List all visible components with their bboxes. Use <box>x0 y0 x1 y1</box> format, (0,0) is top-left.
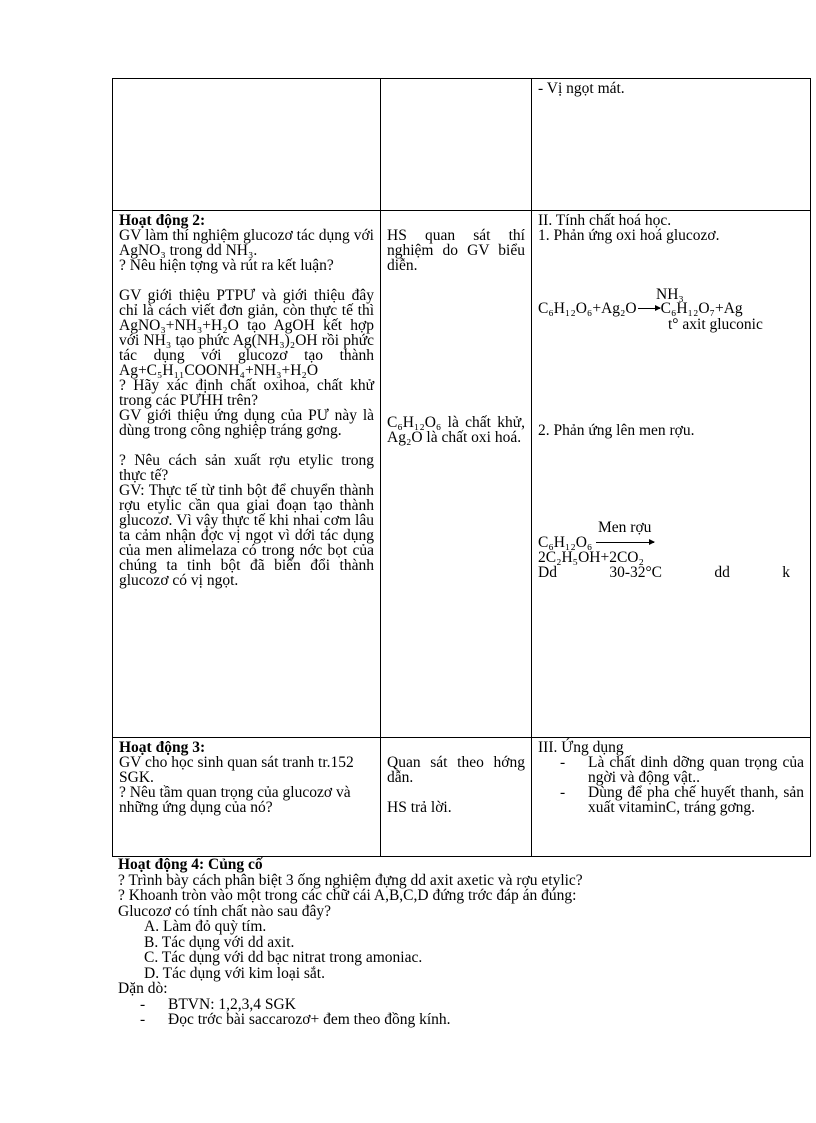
option-b: B. Tác dụng với dd axit. <box>144 933 295 951</box>
act3-hs1: Quan sát theo hớng dẫn. <box>387 754 525 786</box>
act2-p5: GV giới thiệu ứng dụng của PƯ này là dùng trong công nghiệp tráng gơng. <box>119 407 374 439</box>
act2-p2: ? Nêu hiện tợng và rút ra kết luận? <box>119 257 334 274</box>
act3-title: Hoạt động 3: <box>119 739 206 756</box>
oxidation-equation <box>538 287 804 333</box>
act2-col2 <box>381 211 532 738</box>
fermentation-products: 2C₂H₅OH+2CO₂ <box>538 549 644 566</box>
table-row <box>113 79 811 211</box>
act4-title: Hoạt động 4: Củng cố <box>118 856 263 873</box>
option-a: A. Làm đỏ quỳ tím. <box>144 918 267 935</box>
act2-col1 <box>113 211 381 738</box>
fermentation-heading: 2. Phản ứng lên men rợu. <box>538 422 695 439</box>
act4-q2: ? Khoanh tròn vào một trong các chữ cái A,B,C,D đứng trớc đáp án đúng: <box>118 887 577 904</box>
act3-hs2: HS trả lời. <box>387 799 452 816</box>
chemical-properties-heading: II. Tính chất hoá học. <box>538 212 672 229</box>
fermentation-reactant: C₆H₁₂O₆ <box>538 534 593 551</box>
condition-label: t° axit gluconic <box>668 316 763 333</box>
act3-col3 <box>532 738 811 857</box>
act2-title: Hoạt động 2: <box>119 212 206 229</box>
act3-p2: ? Nêu tầm quan trọng của glucozơ và những ứng dụng của nó? <box>119 784 351 816</box>
act2-p3: GV giới thiệu PTPƯ và giới thiệu đây chỉ là cách viết đơn giản, còn thực tế thì AgNO₃+NH₃+H₂O tạo AgOH kết hợp với NH₃ tạo phức Ag(NH₃)₂OH rồi phức tác dụng với glucozơ tạo thành Ag+C₅H₁₁COONH₄+NH₃+H₂O <box>119 287 374 379</box>
option-d: D. Tác dụng với kim loại sắt. <box>144 964 325 982</box>
act3-p1: GV cho học sinh quan sát tranh tr.152 SGK. <box>119 754 354 786</box>
act4-q3: Glucozơ có tính chất nào sau đây? <box>118 902 332 920</box>
reactants: C₆H₁₂O₆+Ag₂O <box>538 300 637 317</box>
cond-k: k <box>782 564 790 581</box>
list-item: - Là chất dinh dỡng quan trọng của ngời và động vật.. <box>560 755 804 785</box>
homework-heading: Dặn dò: <box>118 980 168 997</box>
row1-col3 <box>532 79 811 211</box>
homework-list <box>118 997 816 1028</box>
cond-dd: Dd <box>538 564 557 581</box>
fermentation-conditions <box>538 565 804 580</box>
reagent-label: NH₃ <box>656 286 684 303</box>
cond-temp: 30-32°C <box>609 564 663 581</box>
act2-p1: GV làm thí nghiệm glucozơ tác dụng với AgNO₃ trong dd NH₃. <box>119 227 374 259</box>
reaction-arrow-icon <box>638 308 660 309</box>
products: C₆H₁₂O₇+Ag <box>660 300 743 317</box>
act2-hs1: HS quan sát thí nghiệm do GV biểu diễn. <box>387 227 525 274</box>
applications-heading: III. Ứng dụng <box>538 739 624 756</box>
act3-col2 <box>381 738 532 857</box>
act2-col3 <box>532 211 811 738</box>
option-c: C. Tác dụng với dd bạc nitrat trong amoniac. <box>144 949 423 966</box>
lesson-table <box>112 78 811 857</box>
fermentation-agent: Men rợu <box>598 519 652 536</box>
act4-q1: ? Trình bày cách phân biệt 3 ống nghiệm đựng dd axit axetic và rợu etylic? <box>118 871 583 889</box>
applications-list <box>538 755 804 815</box>
list-item: - Đọc trớc bài saccarozơ+ đem theo đồng kính. <box>140 1012 816 1028</box>
act3-col1 <box>113 738 381 857</box>
act2-p6: ? Nêu cách sản xuất rợu etylic trong thực tế? <box>119 452 374 484</box>
table-row <box>113 211 811 738</box>
act2-p7: GV: Thực tế từ tinh bột để chuyển thành rợu etylic cần qua giai đoạn tạo thành glucozơ. Vì vậy thực tế khi nhai cơm lâu ta cảm nhận đợc vị ngọt vì dới tác dụng của men alimelaza có trong nớc bọt của chúng ta tinh bột đã biến đổi thành glucozơ có vị ngọt. <box>119 482 374 589</box>
cond-dd2: dd <box>714 564 730 581</box>
fermentation-reactant-line <box>538 535 804 550</box>
act2-p4: ? Hãy xác định chất oxihoa, chất khử trong các PƯHH trên? <box>119 377 374 409</box>
row1-col2 <box>381 79 532 211</box>
row1-col1 <box>113 79 381 211</box>
act2-hs2: C₆H₁₂O₆ là chất khử, Ag₂O là chất oxi hoá. <box>387 414 525 446</box>
answer-options <box>144 919 816 981</box>
list-item: - Dùng để pha chế huyết thanh, sản xuất vitaminC, tráng gơng. <box>560 785 804 815</box>
oxidation-heading: 1. Phản ứng oxi hoá glucozơ. <box>538 227 720 244</box>
reaction-arrow-icon <box>596 542 654 543</box>
table-row <box>113 738 811 857</box>
activity-4-section <box>118 857 816 1028</box>
list-item: - BTVN: 1,2,3,4 SGK <box>140 997 816 1013</box>
sweet-taste-text: - Vị ngọt mát. <box>538 80 625 97</box>
